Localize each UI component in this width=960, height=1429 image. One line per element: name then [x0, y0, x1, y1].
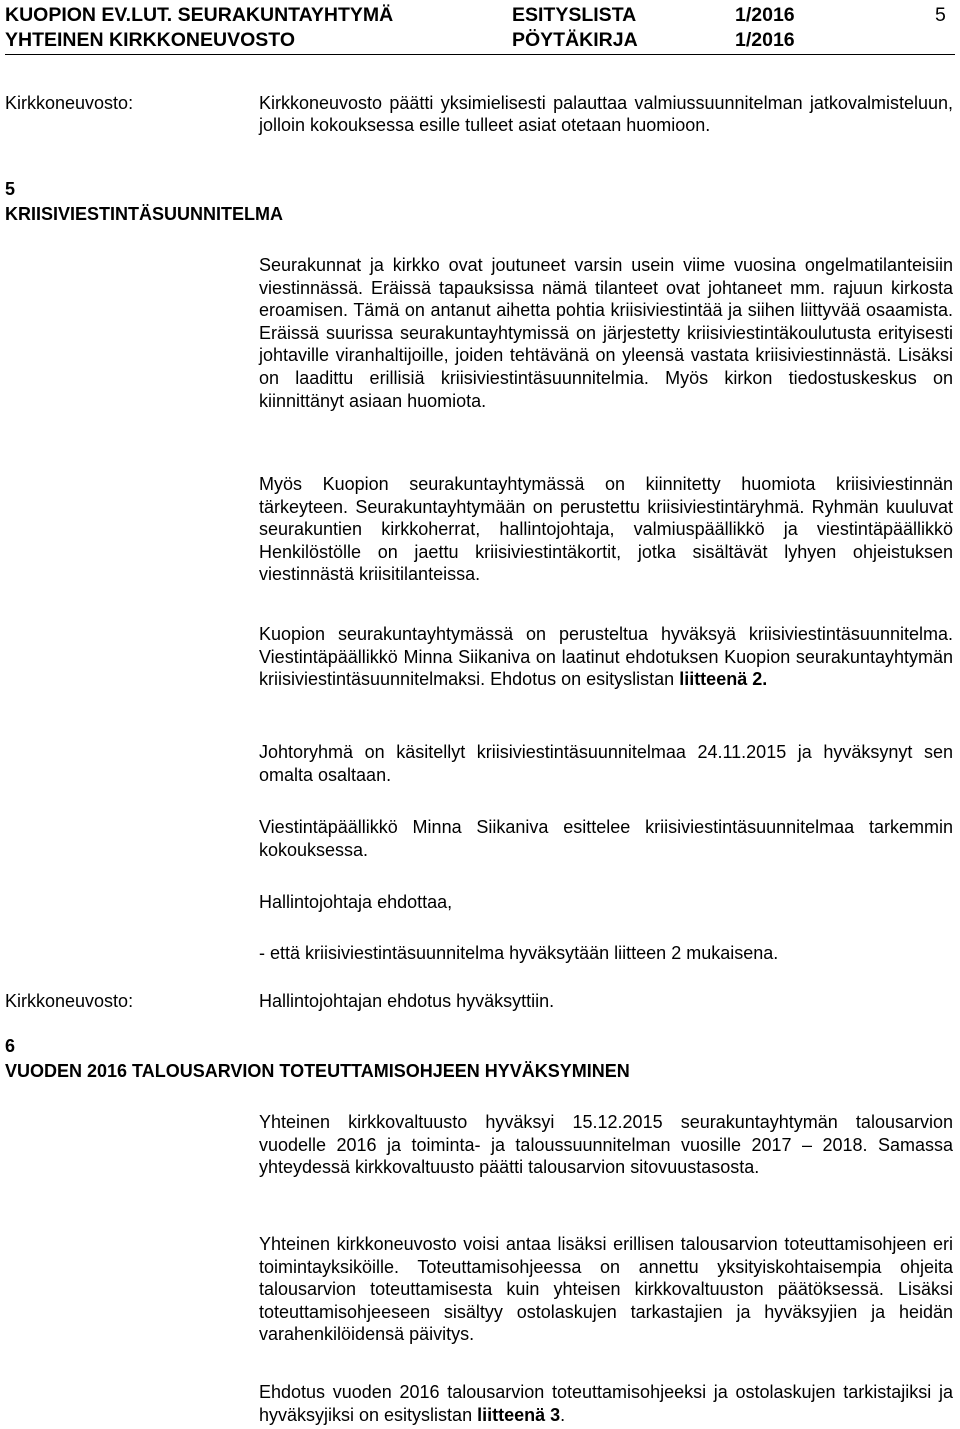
header-body-name: YHTEINEN KIRKKONEUVOSTO — [5, 29, 296, 51]
header-doc-type-agenda: ESITYSLISTA — [512, 4, 637, 26]
proposal-item: - että kriisiviestintäsuunnitelma hyväksytään liitteen 2 mukaisena. — [259, 943, 779, 963]
header-minutes-number: 1/2016 — [735, 29, 795, 51]
header-organization: KUOPION EV.LUT. SEURAKUNTAYHTYMÄ — [5, 4, 394, 26]
paragraph-end: . — [560, 1404, 566, 1425]
decision-text: Kirkkoneuvosto päätti yksimielisesti palauttaa valmiussuunnitelman jatkovalmisteluun, jolloin kokouksessa esille tulleet asiat otetaan huomioon. — [259, 93, 953, 135]
section-paragraph — [259, 1381, 953, 1426]
header-doc-type-minutes: PÖYTÄKIRJA — [512, 29, 638, 51]
section-paragraph: Viestintäpäällikkö Minna Siikaniva esittelee kriisiviestintäsuunnitelmaa tarkemmin kokouksessa. — [259, 817, 953, 860]
section-paragraph: Johtoryhmä on käsitellyt kriisiviestintäsuunnitelmaa 24.11.2015 ja hyväksynyt sen omalta osaltaan. — [259, 742, 953, 785]
section-number: 5 — [5, 179, 16, 199]
section-paragraph: Myös Kuopion seurakuntayhtymässä on kiinnitetty huomiota kriisiviestinnän tärkeyteen. Seurakuntayhtymään on perustettu kriisiviestintäryhmä. Ryhmän kuuluvat seurakuntien kirkkoherrat, hallintojohtaja, valmiuspäällikkö ja viestintäpäällikkö Henkilöstölle on jaettu kriisiviestintäkortit, jotka sisältävät lyhyen ohjeistuksen viestinnästä kriisitilanteissa. — [259, 474, 953, 585]
section-number: 6 — [5, 1036, 16, 1056]
section-paragraph: Yhteinen kirkkovaltuusto hyväksyi 15.12.2015 seurakuntayhtymän talousarvion vuodelle 2016 ja toiminta- ja taloussuunnitelman vuosille 2017 – 2018. Samassa yhteydessä kirkkovaltuusto päätti talousarvion sitovuustasosta. — [259, 1112, 953, 1178]
proposal-intro: Hallintojohtaja ehdottaa, — [259, 892, 453, 912]
section-title: KRIISIVIESTINTÄSUUNNITELMA — [5, 204, 284, 224]
page-number: 5 — [935, 4, 946, 26]
paragraph-text: Ehdotus vuoden 2016 talousarvion toteuttamisohjeeksi ja ostolaskujen tarkistajiksi ja hyväksyjiksi on esityslistan — [259, 1382, 953, 1425]
section-paragraph — [259, 623, 953, 691]
section-title: VUODEN 2016 TALOUSARVION TOTEUTTAMISOHJEEN HYVÄKSYMINEN — [5, 1061, 630, 1081]
header-divider — [5, 54, 955, 55]
decision-label: Kirkkoneuvosto: — [5, 991, 134, 1011]
attachment-reference: liitteenä 3 — [477, 1404, 561, 1425]
paragraph-text: Kuopion seurakuntayhtymässä on perusteltua hyväksyä kriisiviestintäsuunnitelma. Viestintäpäällikkö Minna Siikaniva on laatinut ehdotuksen Kuopion seurakuntayhtymän kriisiviestintäsuunnitelmaksi. Ehdotus on esityslistan — [259, 624, 953, 690]
section-paragraph: Yhteinen kirkkoneuvosto voisi antaa lisäksi erillisen talousarvion toteuttamisohjeen eri toimintayksiköille. Toteuttamisohjeessa on annettu yksityiskohtaisempia ohjeita talousarvion toteuttamisesta kuin yhteisen kirkkovaltuuston päätöksessä. Lisäksi toteuttamisohjeeseen sisältyy ostolaskujen tarkastajien ja hyväksyjien ja heidän varahenkilöidensä päivitys. — [259, 1234, 953, 1345]
decision-text: Hallintojohtajan ehdotus hyväksyttiin. — [259, 991, 555, 1011]
decision-label: Kirkkoneuvosto: — [5, 93, 134, 113]
header-agenda-number: 1/2016 — [735, 4, 795, 26]
section-paragraph: Seurakunnat ja kirkko ovat joutuneet varsin usein viime vuosina ongelmatilanteisiin viestinnässä. Eräissä tapauksissa nämä tilanteet ovat johtaneet mm. rajuun kirkosta eroamisen. Tämä on antanut aihetta pohtia kriisiviestintää ja siihen liittyvää osaamista. Eräissä suurissa seurakuntayhtymissä on järjestetty kriisiviestintäkoulutusta erityisesti johtaville viranhaltijoille, joiden tehtävänä on yleensä vastata kriisiviestinnästä. Lisäksi on laadittu erillisiä kriisiviestintäsuunnitelmia. Myös kirkon tiedostuskeskus on kiinnittänyt asiaan huomiota. — [259, 255, 953, 411]
attachment-reference: liitteenä 2. — [679, 669, 768, 690]
